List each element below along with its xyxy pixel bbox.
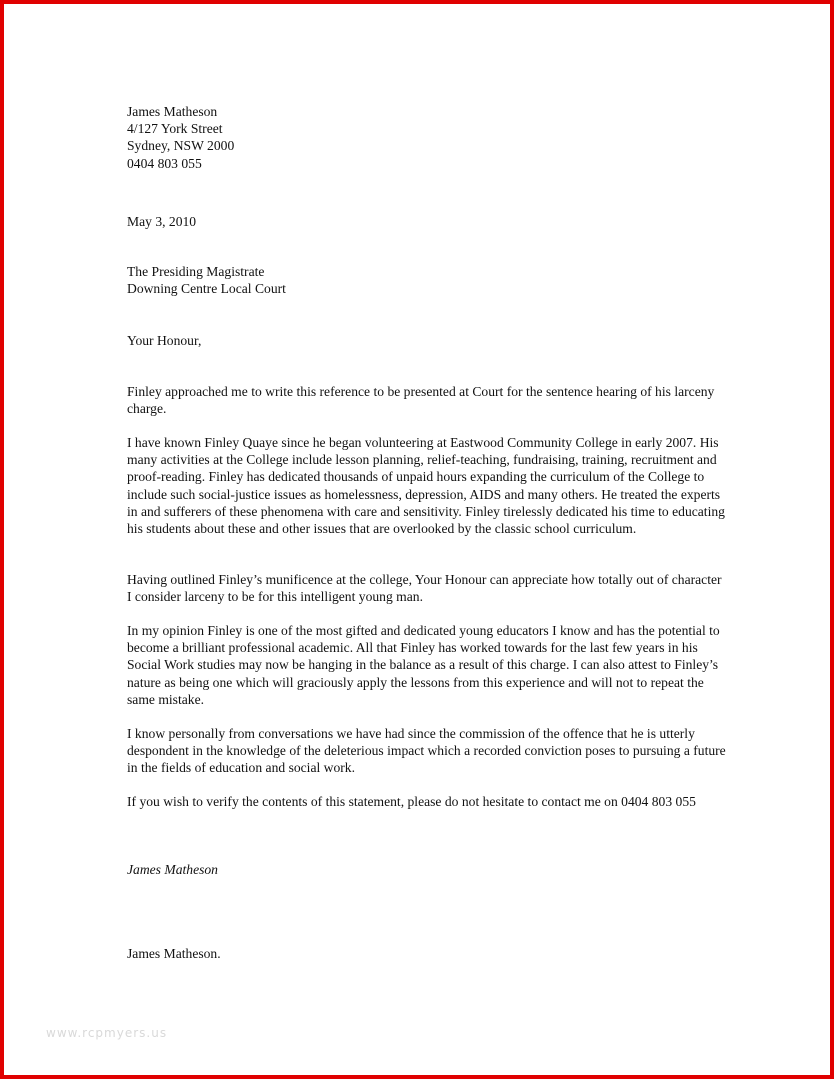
paragraph-5 (127, 725, 727, 777)
paragraph-1 (127, 383, 727, 417)
recipient-address (127, 263, 727, 297)
letter-date (127, 213, 727, 230)
sender-street: 4/127 York Street (127, 121, 223, 137)
signature-text: James Matheson (127, 862, 218, 877)
salutation-text: Your Honour, (127, 333, 202, 348)
paragraph-text: If you wish to verify the contents of this statement, please do not hesitate to contact me on 0404 803 055 (127, 794, 696, 809)
salutation (127, 332, 727, 349)
paragraph-6 (127, 793, 727, 810)
paragraph-text: Finley approached me to write this reference to be presented at Court for the sentence hearing of his larceny charge. (127, 384, 715, 417)
signature (127, 861, 727, 878)
recipient-title: The Presiding Magistrate (127, 264, 265, 279)
sender-phone: 0404 803 055 (127, 155, 202, 171)
sender-address (127, 103, 727, 172)
watermark: www.rcpmyers.us (46, 1026, 168, 1040)
sender-name: James Matheson (127, 104, 218, 119)
paragraph-text: I have known Finley Quaye since he began volunteering at Eastwood Community College in early 2007. His many activities at the College include lesson planning, relief-teaching, fundraising, training, recruitment and proof-reading. Finley has dedicated thousands of unpaid hours expanding the curriculum of the College to include such social-justice issues as homelessness, depression, AIDS and many others. He treated the experts in and sufferers of these phenomena with care and sensitivity. Finley tirelessly dedicated his time to educating his students about these and other issues that are overlooked by the classic school curriculum. (127, 435, 725, 537)
paragraph-2 (127, 434, 727, 537)
sender-city: Sydney, NSW 2000 (127, 138, 235, 154)
recipient-court: Downing Centre Local Court (127, 281, 286, 297)
date-text: May 3, 2010 (127, 214, 197, 229)
paragraph-text: In my opinion Finley is one of the most gifted and dedicated young educators I know and has the potential to become a brilliant professional academic. All that Finley has worked towards for the last few years in his Social Work studies may now be hanging in the balance as a result of this charge. I can also attest to Finley’s nature as being one which will graciously apply the lessons from this experience and will not to repeat the same mistake. (127, 623, 720, 707)
paragraph-text: Having outlined Finley’s munificence at the college, Your Honour can appreciate how totally out of character I consider larceny to be for this intelligent young man. (127, 572, 722, 605)
printed-name (127, 945, 727, 962)
paragraph-3 (127, 571, 727, 605)
printed-name-text: James Matheson. (127, 946, 221, 961)
paragraph-4 (127, 622, 727, 708)
paragraph-text: I know personally from conversations we have had since the commission of the offence that he is utterly despondent in the knowledge of the deleterious impact which a recorded conviction poses to pursuing a future in the fields of education and social work. (127, 726, 726, 776)
